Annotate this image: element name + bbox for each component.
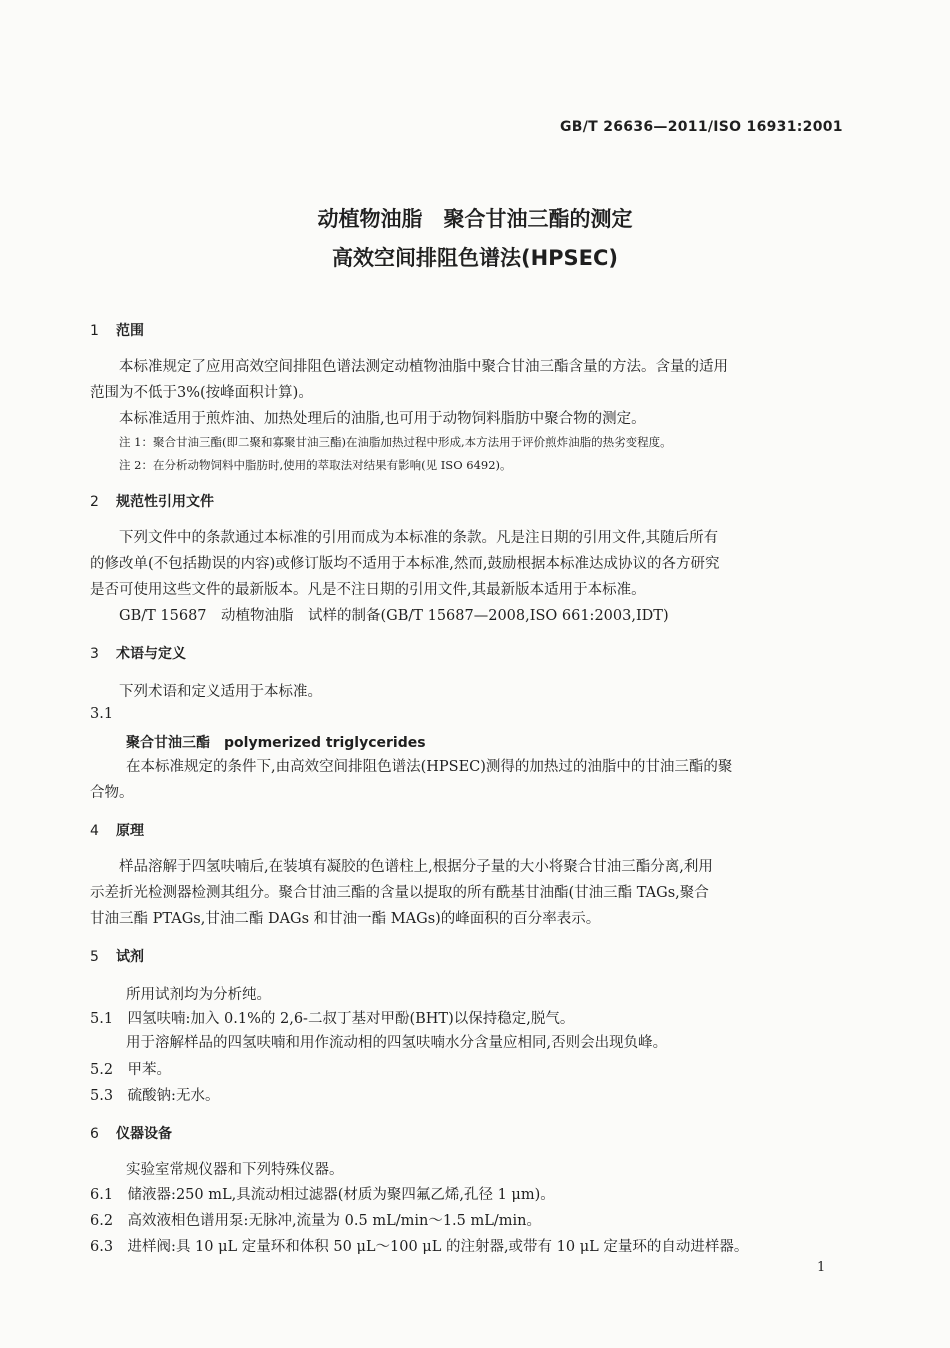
paragraph: 合物。	[90, 785, 134, 801]
paragraph: 本标准适用于煎炸油、加热处理后的油脂,也可用于动物饲料脂肪中聚合物的测定。	[119, 411, 646, 427]
section-title: 术语与定义	[116, 646, 186, 662]
document-title-line2: 高效空间排阻色谱法(HPSEC)	[331, 246, 619, 270]
section-number: 4	[90, 823, 99, 839]
list-item: 6.2 高效液相色谱用泵:无脉冲,流量为 0.5 mL/min～1.5 mL/min。	[90, 1213, 541, 1229]
paragraph: 下列文件中的条款通过本标准的引用而成为本标准的条款。凡是注日期的引用文件,其随后所有	[119, 530, 719, 546]
section-2-heading	[90, 491, 214, 511]
paragraph: 所用试剂均为分析纯。	[126, 987, 271, 1003]
section-title: 规范性引用文件	[116, 494, 214, 510]
list-item: 5.2 甲苯。	[90, 1062, 172, 1078]
paragraph: 用于溶解样品的四氢呋喃和用作流动相的四氢呋喃水分含量应相同,否则会出现负峰。	[126, 1035, 668, 1051]
list-item: 6.1 储液器:250 mL,具流动相过滤器(材质为聚四氟乙烯,孔径 1 μm)。	[90, 1187, 555, 1203]
list-item: 5.1 四氢呋喃:加入 0.1%的 2,6-二叔丁基对甲酚(BHT)以保持稳定,脱气。	[90, 1011, 575, 1027]
paragraph: 下列术语和定义适用于本标准。	[119, 684, 322, 700]
section-number: 2	[90, 494, 99, 510]
subclause-number: 3.1	[90, 706, 114, 722]
section-3-heading	[90, 643, 186, 663]
list-item: 6.3 进样阀:具 10 μL 定量环和体积 50 μL～100 μL 的注射器,或带有 10 μL 定量环的自动进样器。	[90, 1239, 749, 1255]
paragraph: 在本标准规定的条件下,由高效空间排阻色谱法(HPSEC)测得的加热过的油脂中的甘油三酯的聚	[126, 759, 733, 775]
paragraph: 是否可使用这些文件的最新版本。凡是不注日期的引用文件,其最新版本适用于本标准。	[90, 582, 646, 598]
section-number: 5	[90, 949, 99, 965]
standard-number: GB/T 26636—2011/ISO 16931:2001	[560, 119, 843, 135]
paragraph: 范围为不低于3%(按峰面积计算)。	[90, 385, 313, 401]
list-item: 5.3 硫酸钠:无水。	[90, 1088, 220, 1104]
page-number: 1	[817, 1260, 826, 1275]
section-6-heading	[90, 1123, 172, 1143]
section-title: 范围	[116, 323, 144, 339]
paragraph: 实验室常规仪器和下列特殊仪器。	[126, 1162, 344, 1178]
paragraph: 本标准规定了应用高效空间排阻色谱法测定动植物油脂中聚合甘油三酯含量的方法。含量的适用	[119, 359, 728, 375]
section-number: 3	[90, 646, 99, 662]
note: 注 1：聚合甘油三酯(即二聚和寡聚甘油三酯)在油脂加热过程中形成,本方法用于评价煎炸油脂的热劣变程度。	[119, 435, 672, 449]
term-entry: 聚合甘油三酯 polymerized triglycerides	[126, 735, 426, 751]
document-title-line1: 动植物油脂 聚合甘油三酯的测定	[317, 207, 633, 231]
section-1-heading	[90, 320, 144, 340]
section-number: 6	[90, 1126, 99, 1142]
note: 注 2：在分析动物饲料中脂肪时,使用的萃取法对结果有影响(见 ISO 6492)。	[119, 458, 512, 472]
section-title: 试剂	[116, 949, 144, 965]
section-number: 1	[90, 323, 99, 339]
paragraph: 示差折光检测器检测其组分。聚合甘油三酯的含量以提取的所有酰基甘油酯(甘油三酯 TAGs,聚合	[90, 885, 709, 901]
normative-reference: GB/T 15687 动植物油脂 试样的制备(GB/T 15687—2008,ISO 661:2003,IDT)	[119, 608, 669, 624]
paragraph: 甘油三酯 PTAGs,甘油二酯 DAGs 和甘油一酯 MAGs)的峰面积的百分率表示。	[90, 911, 601, 927]
section-5-heading	[90, 946, 144, 966]
paragraph: 样品溶解于四氢呋喃后,在装填有凝胶的色谱柱上,根据分子量的大小将聚合甘油三酯分离,利用	[119, 859, 713, 875]
section-4-heading	[90, 820, 144, 840]
paragraph: 的修改单(不包括勘误的内容)或修订版均不适用于本标准,然而,鼓励根据本标准达成协议的各方研究	[90, 556, 720, 572]
section-title: 仪器设备	[116, 1126, 172, 1142]
section-title: 原理	[116, 823, 144, 839]
